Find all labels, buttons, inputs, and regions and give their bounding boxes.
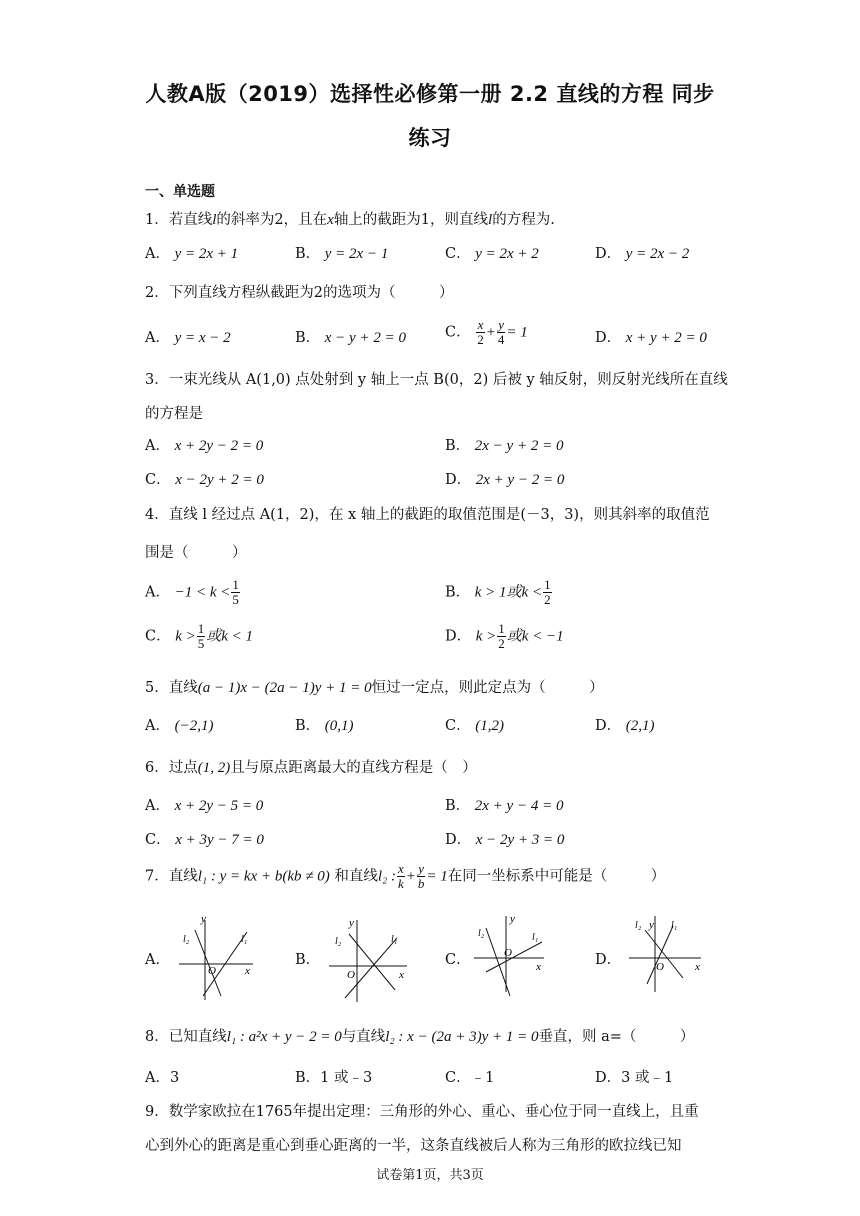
q1-option-d[interactable] <box>595 242 689 263</box>
origin-label: O <box>504 947 512 959</box>
denominator: 2 <box>498 636 505 651</box>
fraction <box>476 318 485 347</box>
option-label: D． <box>595 246 622 262</box>
axis-x-label: x <box>695 961 700 973</box>
question-9-line2: 心到外心的距离是重心到垂心距离的一半，这条直线被后人称为三角形的欧拉线已知 <box>145 1138 682 1154</box>
question-1-stem <box>145 208 555 229</box>
option-value: (0,1) <box>324 718 354 734</box>
denominator: 5 <box>232 592 239 607</box>
q3-option-c[interactable] <box>145 468 264 489</box>
page-footer: 试卷第1页，共3页 <box>376 1168 484 1183</box>
question-9-line1: 9．数学家欧拉在1765年提出定理：三角形的外心、重心、垂心位于同一直线上，且重 <box>145 1104 699 1120</box>
axis-y-label: y <box>201 913 206 925</box>
option-label: B． <box>295 330 321 346</box>
option-label: C． <box>445 718 471 734</box>
q4-option-c[interactable] <box>145 622 253 651</box>
q5-option-c[interactable] <box>445 714 504 735</box>
q7-text-a: 7．直线 <box>145 868 198 885</box>
q3-option-a[interactable] <box>145 434 263 455</box>
option-label: A． <box>145 798 170 814</box>
plus-sign: + <box>405 868 416 885</box>
q1-option-b[interactable] <box>295 242 388 263</box>
q5-option-b[interactable] <box>295 714 354 735</box>
option-value: (1,2) <box>475 718 504 734</box>
q7-text-c: 在同一坐标系中可能是（ ） <box>447 868 666 885</box>
page-title-line1: 人教A版（2019）选择性必修第一册 2.2 直线的方程 同步 <box>145 82 715 106</box>
line-l2-label: l₂ <box>635 920 642 931</box>
option-label: C． <box>145 472 171 488</box>
q1-var-l2: l <box>488 212 493 228</box>
q1-text-d: 的方程为. <box>492 212 555 228</box>
origin-label: O <box>208 965 216 977</box>
numerator: 1 <box>498 621 505 636</box>
q1-text-a: 1．若直线 <box>145 212 213 228</box>
option-label: A． <box>145 246 170 262</box>
q7-graph-b[interactable] <box>325 912 410 1004</box>
fraction <box>417 862 426 891</box>
q1-option-a[interactable] <box>145 242 238 263</box>
option-label: B． <box>445 438 471 454</box>
option-label: C． <box>145 628 171 645</box>
denominator: 4 <box>497 332 505 347</box>
q8-text-b: 与直线 <box>341 1029 386 1045</box>
q7-option-a-label[interactable]: A． <box>145 952 170 968</box>
q1-option-c[interactable] <box>445 242 539 263</box>
q7-line2: l₂ : <box>377 868 396 885</box>
option-label: A． <box>145 330 170 346</box>
q6-option-c[interactable] <box>145 828 264 849</box>
q6-text-b: 且与原点距离最大的直线方程是（ ） <box>230 760 477 776</box>
axis-x-label: x <box>399 969 404 981</box>
option-label: A． <box>145 438 170 454</box>
q8-option-d[interactable]: D．3 或﹣1 <box>595 1070 674 1086</box>
axis-x-label: x <box>536 961 541 973</box>
line-l2-label: l₂ <box>335 936 342 947</box>
option-value: y = 2x + 1 <box>174 246 239 262</box>
option-value: x + 3y − 7 = 0 <box>175 832 264 848</box>
option-value: y = x − 2 <box>174 330 231 346</box>
option-label: D． <box>595 330 622 346</box>
question-8-stem <box>145 1025 694 1046</box>
option-label: A． <box>145 718 170 734</box>
q2-option-c[interactable] <box>445 318 528 347</box>
option-label: D． <box>595 718 622 734</box>
option-value: x + 2y − 5 = 0 <box>174 798 264 814</box>
line-l1-label: l₁ <box>241 934 248 945</box>
q7-line1: l₁ : y = kx + b(kb ≠ 0) <box>197 868 330 885</box>
q6-option-d[interactable] <box>445 828 564 849</box>
axis-y-label: y <box>349 917 354 929</box>
option-value: 2x − y + 2 = 0 <box>474 438 564 454</box>
q7-option-c-label[interactable]: C． <box>445 952 471 968</box>
q6-point: (1, 2) <box>197 760 231 776</box>
q4-option-b[interactable] <box>445 578 553 607</box>
option-label: D． <box>445 472 472 488</box>
q8-option-b[interactable]: B．1 或﹣3 <box>295 1070 373 1086</box>
denominator: 2 <box>544 592 551 607</box>
option-label: C． <box>445 246 471 262</box>
option-label: B． <box>295 718 321 734</box>
numerator: x <box>397 861 404 876</box>
option-value: x − 2y + 3 = 0 <box>475 832 565 848</box>
option-value: y = 2x − 1 <box>324 246 389 262</box>
option-value: x + 2y − 2 = 0 <box>174 438 264 454</box>
line-l2-label: l₂ <box>478 928 485 939</box>
numerator: x <box>477 317 484 332</box>
option-label: B． <box>445 798 471 814</box>
numerator: 1 <box>232 577 239 592</box>
option-value-tail: 或k < 1 <box>206 628 254 645</box>
option-label: A． <box>145 584 170 601</box>
q5-equation: (a − 1)x − (2a − 1)y + 1 = 0 <box>197 680 372 696</box>
option-value: y = 2x + 2 <box>475 246 539 262</box>
fraction <box>497 622 506 651</box>
line-l1-label: l₁ <box>532 932 539 943</box>
option-label: B． <box>295 246 321 262</box>
denominator: 5 <box>197 636 205 651</box>
question-6-stem <box>145 756 477 777</box>
question-3-stem-line2: 的方程是 <box>145 406 203 422</box>
q8-line2: l₂ : x − (2a + 3)y + 1 = 0 <box>385 1029 539 1045</box>
option-value: x − y + 2 = 0 <box>324 330 406 346</box>
q6-text-a: 6．过点 <box>145 760 198 776</box>
fraction <box>497 318 506 347</box>
q7-graph-d[interactable] <box>625 912 705 998</box>
question-3-stem-line1: 3．一束光线从 A(1,0) 点处射到 y 轴上一点 B(0，2) 后被 y 轴反射，则反射光线所在直线 <box>145 372 728 388</box>
numerator: y <box>498 317 504 332</box>
q3-option-d[interactable] <box>445 468 564 489</box>
q5-text-a: 5．直线 <box>145 680 198 696</box>
q1-var-x: x <box>327 212 334 228</box>
option-label: C． <box>145 832 171 848</box>
option-value: (2,1) <box>625 718 655 734</box>
q6-option-b[interactable] <box>445 794 563 815</box>
q7-option-d-label[interactable]: D． <box>595 952 622 968</box>
option-value: x − 2y + 2 = 0 <box>175 472 264 488</box>
q7-graph-a[interactable] <box>175 912 255 1002</box>
fraction <box>397 862 405 891</box>
line-l2-label: l₂ <box>183 934 190 945</box>
denominator: b <box>417 876 425 891</box>
numerator: 1 <box>197 621 205 636</box>
plus-sign: + <box>485 324 496 341</box>
q7-graph-c[interactable] <box>470 912 550 1000</box>
option-value: 2x + y − 4 = 0 <box>474 798 564 814</box>
option-value-tail: 或k < −1 <box>506 628 564 645</box>
question-5-stem <box>145 676 604 697</box>
q5-text-b: 恒过一定点，则此定点为（ ） <box>371 680 604 696</box>
option-value: x + y + 2 = 0 <box>625 330 707 346</box>
option-value: k > 1或k < <box>474 584 543 601</box>
option-label: D． <box>445 628 472 645</box>
fraction <box>197 622 206 651</box>
q4-option-d[interactable] <box>445 622 564 651</box>
axis-y-label: y <box>649 919 654 931</box>
option-value: (−2,1) <box>174 718 214 734</box>
option-label: C． <box>445 324 471 341</box>
q8-line1: l₁ : a²x + y − 2 = 0 <box>226 1029 342 1045</box>
fraction <box>231 578 240 607</box>
numerator: 1 <box>544 577 551 592</box>
origin-label: O <box>347 969 355 981</box>
q1-text-b: 的斜率为2，且在 <box>216 212 328 228</box>
denominator: 2 <box>477 332 484 347</box>
fraction <box>543 578 552 607</box>
denominator: k <box>397 876 404 891</box>
line-l1-label: l₁ <box>391 934 398 945</box>
q8-text-c: 垂直，则 a=（ ） <box>538 1029 695 1045</box>
option-value: k > <box>475 628 497 645</box>
option-value: −1 < k < <box>174 584 231 601</box>
axis-y-label: y <box>510 913 515 925</box>
q1-text-c: 轴上的截距为1，则直线 <box>333 212 489 228</box>
q8-text-a: 8．已知直线 <box>145 1029 227 1045</box>
option-value: y = 2x − 2 <box>625 246 690 262</box>
q4-option-a[interactable] <box>145 578 241 607</box>
q7-text-b: 和直线 <box>334 868 378 885</box>
q7-option-b-label[interactable]: B． <box>295 952 321 968</box>
q5-option-d[interactable] <box>595 714 655 735</box>
q5-option-a[interactable] <box>145 714 213 735</box>
option-value: k > <box>175 628 196 645</box>
question-4-stem-line1: 4．直线 l 经过点 A(1，2)，在 x 轴上的截距的取值范围是(－3，3)，则其斜率的取值范 <box>145 507 710 523</box>
q3-option-b[interactable] <box>445 434 563 455</box>
question-7-stem <box>145 862 665 891</box>
option-label: D． <box>445 832 472 848</box>
section-heading: 一、单选题 <box>145 184 215 200</box>
line-l1-label: l₁ <box>671 920 678 931</box>
option-value: 2x + y − 2 = 0 <box>475 472 565 488</box>
q8-option-a[interactable]: A．3 <box>145 1070 180 1086</box>
equals-part: = 1 <box>506 324 528 341</box>
option-label: B． <box>445 584 471 601</box>
q2-option-a[interactable] <box>145 326 231 347</box>
question-4-stem-line2: 围是（ ） <box>145 545 247 561</box>
q6-option-a[interactable] <box>145 794 263 815</box>
numerator: y <box>418 861 425 876</box>
question-2-stem: 2．下列直线方程纵截距为2的选项为（ ） <box>145 285 454 301</box>
page-title-line2: 练习 <box>408 126 452 150</box>
axis-x-label: x <box>245 965 250 977</box>
q2-option-b[interactable] <box>295 326 406 347</box>
q1-var-l: l <box>212 212 217 228</box>
equals-part: = 1 <box>426 868 448 885</box>
q8-option-c[interactable]: C．﹣1 <box>445 1070 495 1086</box>
q2-option-d[interactable] <box>595 326 707 347</box>
origin-label: O <box>656 961 664 973</box>
